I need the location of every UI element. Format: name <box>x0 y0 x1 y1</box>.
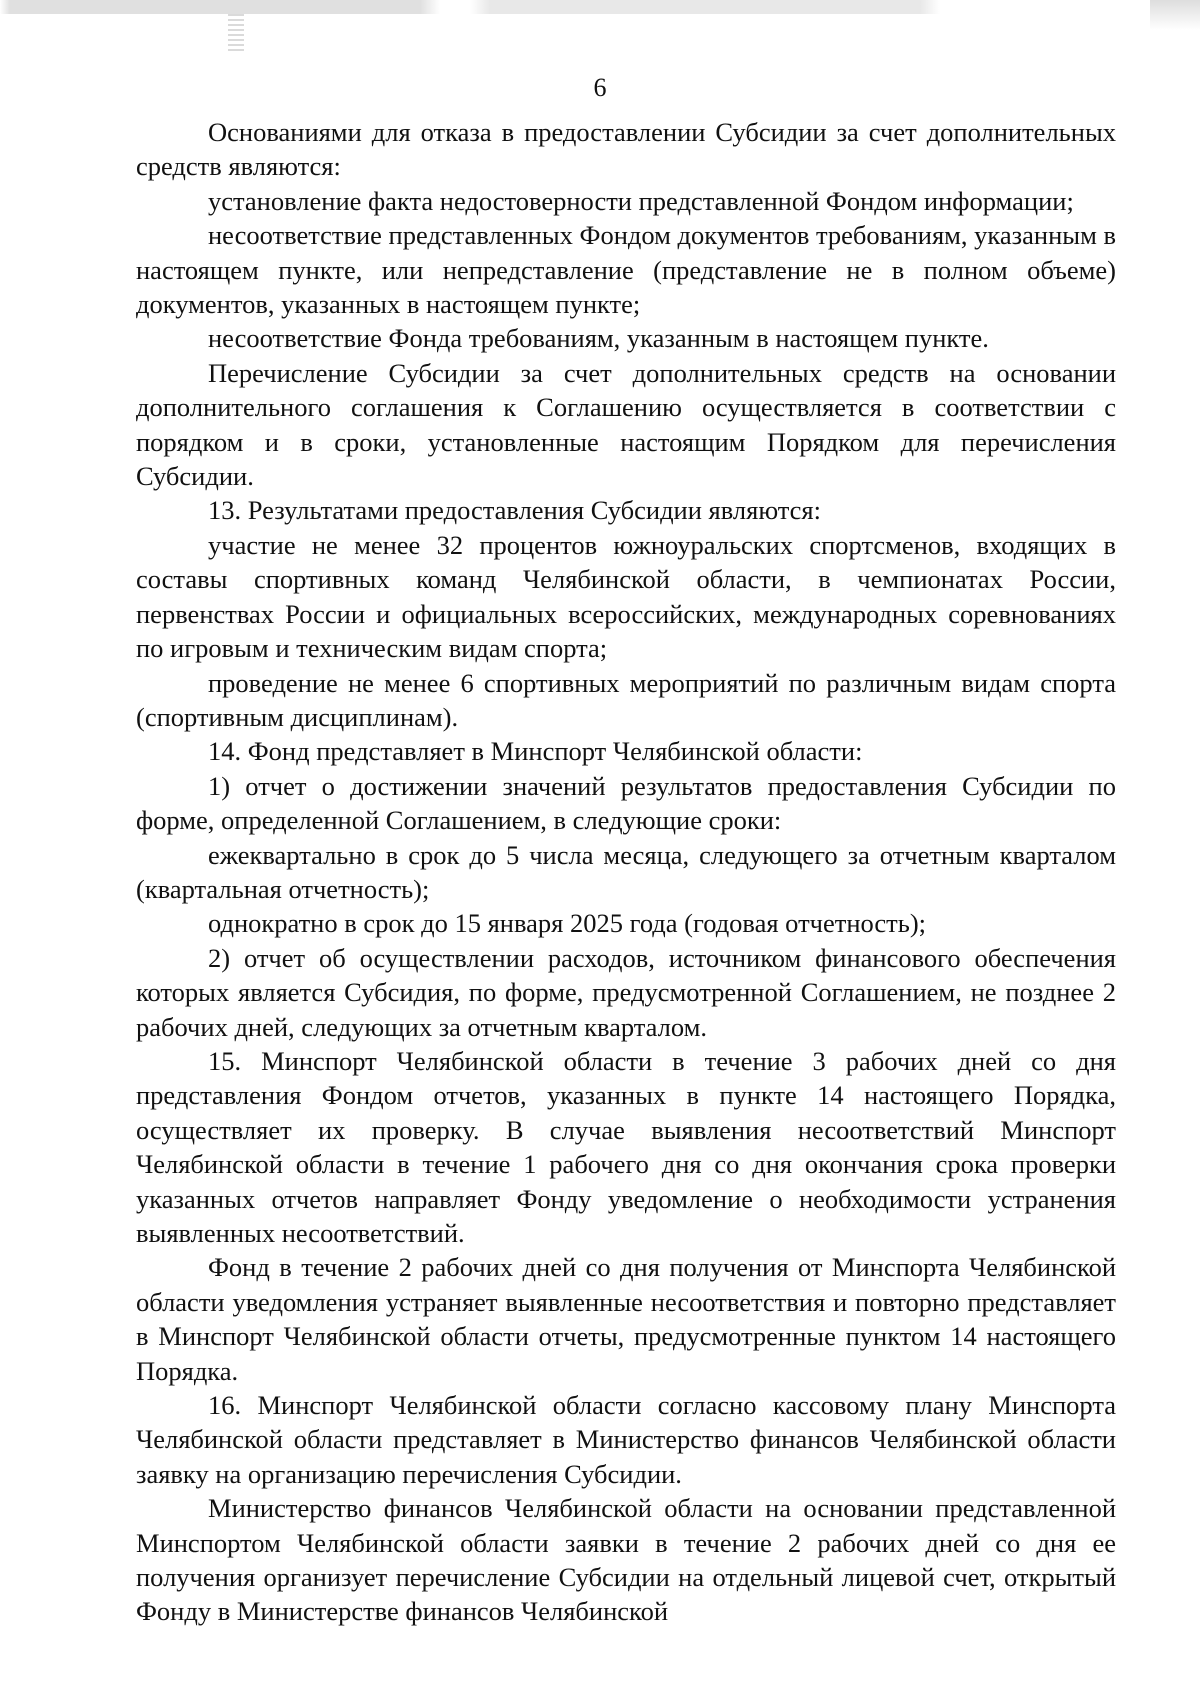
page-number: 6 <box>593 73 607 102</box>
scan-artifact-corner <box>1150 0 1200 30</box>
paragraph-result-athletes: участие не менее 32 процентов южноуральских спортсменов, входящих в составы спортивных команд Челябинской области, в чемпионатах России, первенствах России и официальных всероссийских, международных соревнованиях по игровым и техническим видам спорта; <box>136 529 1116 664</box>
paragraph-item-16-request: 16. Минспорт Челябинской области согласно кассовому плану Минспорта Челябинской области представляет в Министерство финансов Челябинской области заявку на организацию перечисления Субсидии. <box>136 1390 1116 1489</box>
paragraph-item-15-review: 15. Минспорт Челябинской области в течение 3 рабочих дней со дня представления Фондом отчетов, указанных в пункте 14 настоящего Порядка, осуществляет их проверку. В случае выявления несоответствий Минспорт Челябинской области в течение 1 рабочего дня со дня окончания срока проверки указанных отчетов направляет Фонду уведомление о необходимости устранения выявленных несоответствий. <box>136 1045 1116 1248</box>
paragraph-fund-corrections: Фонд в течение 2 рабочих дней со дня получения от Минспорта Челябинской области уведомления устраняет выявленные несоответствия и повторно представляет в Минспорт Челябинской области отчеты, предусмотренные пунктом 14 настоящего Порядка. <box>136 1252 1116 1386</box>
paragraph-result-events: проведение не менее 6 спортивных мероприятий по различным видам спорта (спортивным дисциплинам). <box>136 667 1116 732</box>
paragraph-refusal-grounds-intro: Основаниями для отказа в предоставлении Субсидии за счет дополнительных средств являются: <box>136 117 1116 182</box>
scan-artifact-top <box>0 0 1200 14</box>
paragraph-item-14-heading: 14. Фонд представляет в Минспорт Челябинской области: <box>208 736 863 767</box>
paragraph-ministry-transfer: Министерство финансов Челябинской области на основании представленной Минспортом Челябинской области заявки в течение 2 рабочих дней со дня ее получения организует перечисление Субсидии на отдельный лицевой счет, открытый Фонду в Министерстве финансов Челябинской <box>136 1493 1116 1627</box>
paragraph-refusal-documents-mismatch: несоответствие представленных Фондом документов требованиям, указанным в настоящем пункте, или непредставление (представление не в полном объеме) документов, указанных в настоящем пункте; <box>136 220 1116 320</box>
paragraph-refusal-fund-mismatch: несоответствие Фонда требованиям, указанным в настоящем пункте. <box>208 323 989 354</box>
paragraph-annual-reporting: однократно в срок до 15 января 2025 года (годовая отчетность); <box>208 908 927 939</box>
paragraph-report-expenses: 2) отчет об осуществлении расходов, источником финансового обеспечения которых является Субсидия, по форме, предусмотренной Соглашением, не позднее 2 рабочих дней, следующих за отчетным кварталом. <box>136 942 1116 1042</box>
scan-artifact-smudge <box>228 14 244 54</box>
paragraph-refusal-false-info: установление факта недостоверности представленной Фондом информации; <box>208 185 1074 216</box>
document-body <box>136 115 1116 1629</box>
paragraph-additional-funds-transfer: Перечисление Субсидии за счет дополнительных средств на основании дополнительного соглашения к Соглашению осуществляется в соответствии с порядком и в сроки, установленные настоящим Порядком для перечисления Субсидии. <box>136 357 1116 492</box>
paragraph-item-13-heading: 13. Результатами предоставления Субсидии являются: <box>208 495 821 526</box>
paragraph-report-results: 1) отчет о достижении значений результатов предоставления Субсидии по форме, определенной Соглашением, в следующие сроки: <box>136 770 1116 836</box>
paragraph-quarterly-reporting: ежеквартально в срок до 5 числа месяца, следующего за отчетным кварталом (квартальная отчетность); <box>136 839 1116 904</box>
